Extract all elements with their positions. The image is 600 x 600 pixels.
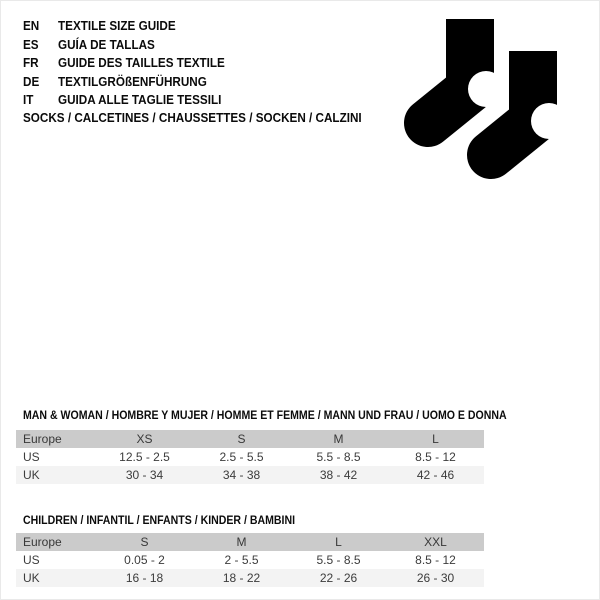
column-header: XS xyxy=(96,430,193,448)
size-value: 34 - 38 xyxy=(193,466,290,484)
size-value: 30 - 34 xyxy=(96,466,193,484)
size-value: 0.05 - 2 xyxy=(124,553,165,567)
column-header: Europe xyxy=(16,430,96,448)
front-sock xyxy=(491,51,567,155)
size-value: 26 - 30 xyxy=(387,569,484,587)
back-sock xyxy=(428,19,504,123)
size-table-man-woman xyxy=(16,430,484,484)
table-title-man-woman: MAN & WOMAN / HOMBRE Y MUJER / HOMME ET FEMME / MANN UND FRAU / UOMO E DONNA xyxy=(23,408,507,422)
language-label: GUIDE DES TAILLES TEXTILE xyxy=(58,55,225,70)
size-value: 2.5 - 5.5 xyxy=(219,450,264,464)
language-row-it xyxy=(23,91,243,110)
row-label: US xyxy=(23,553,40,567)
column-header: Europe xyxy=(16,533,96,551)
language-label: TEXTILE SIZE GUIDE xyxy=(58,18,176,33)
column-header: XXL xyxy=(387,533,484,551)
size-value: 42 - 46 xyxy=(387,466,484,484)
language-row-en xyxy=(23,17,243,36)
size-table-children xyxy=(16,533,484,587)
language-code: EN xyxy=(23,18,40,33)
language-code: IT xyxy=(23,92,34,107)
socks-icon xyxy=(381,11,571,191)
column-header: M xyxy=(290,430,387,448)
table-title-children: CHILDREN / INFANTIL / ENFANTS / KINDER / BAMBINI xyxy=(23,513,296,527)
category-title: SOCKS / CALCETINES / CHAUSSETTES / SOCKEN / CALZINI xyxy=(23,110,362,125)
language-list xyxy=(23,17,243,110)
column-header: L xyxy=(387,430,484,448)
column-header: L xyxy=(290,533,387,551)
language-label: GUIDA ALLE TAGLIE TESSILI xyxy=(58,92,222,107)
size-value: 38 - 42 xyxy=(290,466,387,484)
column-header: S xyxy=(96,533,193,551)
row-label: UK xyxy=(16,569,96,587)
size-value: 12.5 - 2.5 xyxy=(119,450,170,464)
size-value: 5.5 - 8.5 xyxy=(316,450,361,464)
size-value: 22 - 26 xyxy=(290,569,387,587)
language-code: DE xyxy=(23,73,40,89)
language-label: TEXTILGRÖßENFÜHRUNG xyxy=(58,73,207,89)
column-header: M xyxy=(193,533,290,551)
size-value: 16 - 18 xyxy=(96,569,193,587)
language-row-es xyxy=(23,36,243,55)
language-row-fr xyxy=(23,54,243,73)
row-label: UK xyxy=(16,466,96,484)
size-value: 18 - 22 xyxy=(193,569,290,587)
column-header: S xyxy=(193,430,290,448)
language-code: FR xyxy=(23,55,39,70)
language-label: GUÍA DE TALLAS xyxy=(58,36,155,52)
row-label: US xyxy=(23,450,40,464)
size-value: 5.5 - 8.5 xyxy=(316,553,361,567)
size-value: 2 - 5.5 xyxy=(224,553,259,567)
language-code: ES xyxy=(23,36,39,52)
size-value: 8.5 - 12 xyxy=(415,553,456,567)
size-value: 8.5 - 12 xyxy=(415,450,456,464)
language-row-de xyxy=(23,73,243,92)
